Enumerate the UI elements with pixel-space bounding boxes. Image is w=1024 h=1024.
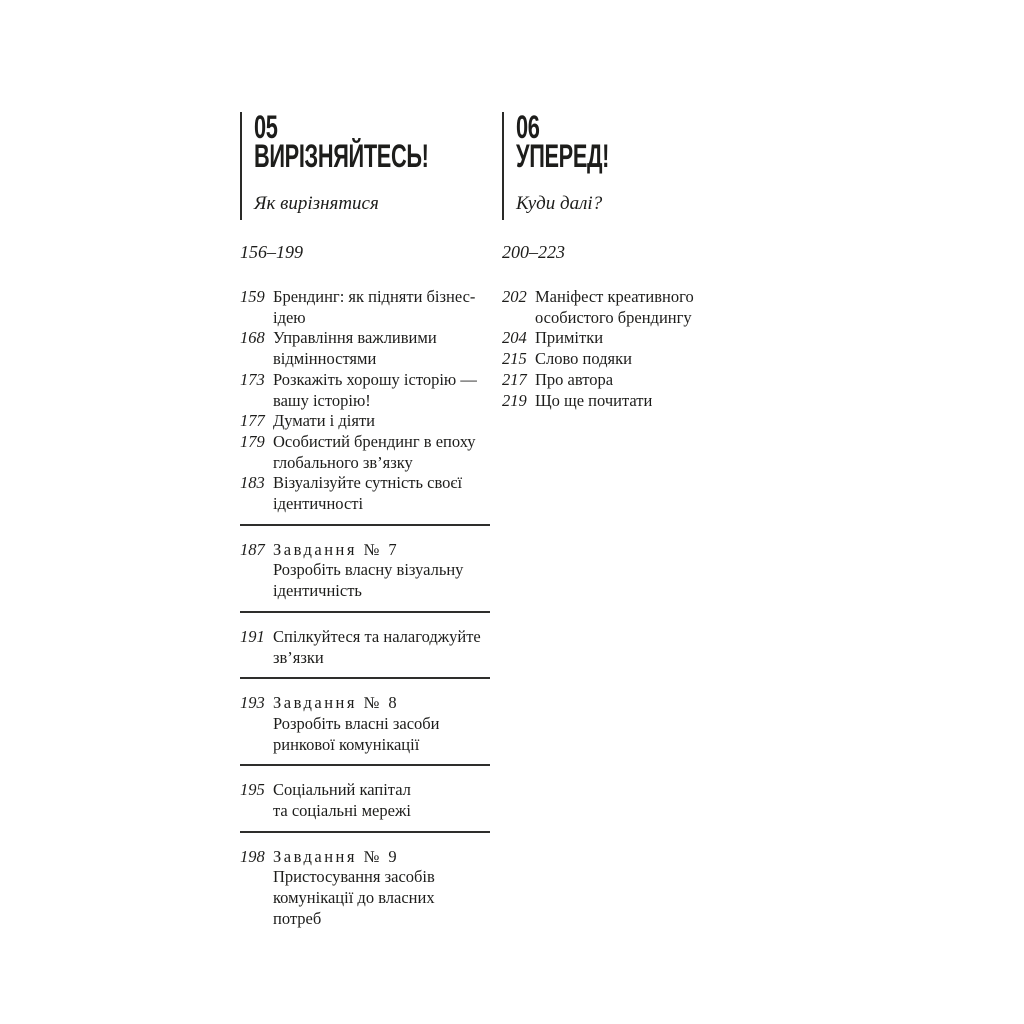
toc-entry <box>502 328 752 349</box>
entry-title-line: Слово подяки <box>535 349 632 369</box>
entry-title-line: ідентичності <box>273 494 364 514</box>
entry-title-line: Примітки <box>535 328 604 348</box>
entry-title <box>535 349 752 370</box>
entry-page-number: 191 <box>240 626 265 646</box>
task-label-line: Завдання № 9 <box>273 846 400 866</box>
entry-title <box>273 287 490 328</box>
entry-title-line: особистого брендингу <box>535 307 692 327</box>
entry-title-line: Візуалізуйте сутність своєї <box>273 473 463 493</box>
chapter-title: УПЕРЕД! <box>516 138 610 174</box>
entry-title <box>273 411 490 432</box>
toc-entry <box>240 847 490 930</box>
chapter-number: 06 <box>516 109 540 145</box>
toc-section-ruled <box>240 677 490 764</box>
entry-page-number: 179 <box>240 431 265 451</box>
entry-title-line: Соціальний капітал <box>273 780 411 800</box>
entry-title-line: ідею <box>273 307 306 327</box>
entry-title-line: ринкової комунікації <box>273 734 420 754</box>
entry-title <box>273 328 490 369</box>
entry-title-line: вашу історію! <box>273 390 371 410</box>
entry-title-line: потреб <box>273 908 322 928</box>
entry-page-number: 195 <box>240 780 265 800</box>
chapter-page-range: 200–223 <box>502 242 565 262</box>
toc-entry <box>240 328 490 369</box>
entry-title <box>273 780 490 821</box>
entry-page-number: 173 <box>240 369 265 389</box>
toc-section-ruled <box>240 524 490 611</box>
entry-title <box>535 287 752 328</box>
entry-title-line: Маніфест креативного <box>535 287 694 306</box>
entry-page-number: 219 <box>502 390 527 410</box>
entry-title-line: Розробіть власні засоби <box>273 713 440 733</box>
chapter-page-range: 156–199 <box>240 242 303 262</box>
entry-title <box>273 432 490 473</box>
toc-entry <box>240 411 490 432</box>
toc-section-ruled <box>240 831 490 939</box>
entry-title-line: та соціальні мережі <box>273 801 411 821</box>
toc-entry-list <box>240 287 490 939</box>
chapter-vertical-rule <box>240 112 242 220</box>
toc-entry <box>502 370 752 391</box>
entry-title <box>535 391 752 412</box>
entry-page-number: 168 <box>240 328 265 348</box>
toc-entry <box>240 432 490 473</box>
entry-title-line: Управління важливими <box>273 328 437 348</box>
toc-entry <box>240 540 490 602</box>
chapter-number: 05 <box>254 109 278 145</box>
task-label-line: Завдання № 8 <box>273 693 400 713</box>
entry-title-line: Пристосування засобів <box>273 867 435 887</box>
toc-entry <box>240 780 490 821</box>
chapter-header <box>502 110 752 220</box>
entry-title-line: Особистий брендинг в епоху <box>273 431 476 451</box>
toc-entry <box>240 473 490 514</box>
entry-page-number: 159 <box>240 287 265 306</box>
toc-section-ruled <box>240 764 490 830</box>
entry-page-number: 217 <box>502 369 527 389</box>
toc-section-ruled <box>240 611 490 677</box>
entry-page-number: 193 <box>240 693 265 713</box>
entry-page-number: 215 <box>502 349 527 369</box>
entry-title <box>273 473 490 514</box>
chapter-subtitle: Як вирізнятися <box>254 193 379 214</box>
toc-section <box>240 287 490 524</box>
entry-page-number: 198 <box>240 846 265 866</box>
entry-title <box>273 627 490 668</box>
entry-page-number: 204 <box>502 328 527 348</box>
task-label-line: Завдання № 7 <box>273 539 400 559</box>
toc-entry <box>502 349 752 370</box>
toc-entry <box>240 627 490 668</box>
entry-page-number: 177 <box>240 411 265 431</box>
entry-title <box>273 370 490 411</box>
entry-title-line: Думати і діяти <box>273 411 375 431</box>
toc-entry <box>502 287 752 328</box>
entry-title-line: відмінностями <box>273 349 377 369</box>
entry-title <box>535 328 752 349</box>
entry-title-line: Спілкуйтеся та налагоджуйте <box>273 626 481 646</box>
toc-entry <box>240 693 490 755</box>
entry-title <box>273 847 490 930</box>
entry-title-line: зв’язки <box>273 647 324 667</box>
toc-entry <box>502 391 752 412</box>
entry-title-line: ідентичність <box>273 581 362 601</box>
toc-column-chapter-05 <box>240 110 490 939</box>
entry-title-line: Про автора <box>535 369 614 389</box>
entry-title-line: комунікації до власних <box>273 888 435 908</box>
chapter-header <box>240 110 490 220</box>
toc-section <box>502 287 752 420</box>
entry-page-number: 183 <box>240 473 265 493</box>
chapter-subtitle: Куди далі? <box>516 193 603 214</box>
entry-title-line: Брендинг: як підняти бізнес- <box>273 287 476 306</box>
chapter-title: ВИРІЗНЯЙТЕСЬ! <box>254 138 429 174</box>
entry-title <box>273 693 490 755</box>
entry-title-line: Розробіть власну візуальну <box>273 560 464 580</box>
entry-title-line: Розкажіть хорошу історію — <box>273 369 477 389</box>
toc-entry <box>240 287 490 328</box>
toc-entry <box>240 370 490 411</box>
chapter-vertical-rule <box>502 112 504 220</box>
entry-page-number: 187 <box>240 539 265 559</box>
entry-title <box>535 370 752 391</box>
toc-column-chapter-06 <box>502 110 752 420</box>
toc-entry-list <box>502 287 752 420</box>
entry-title <box>273 540 490 602</box>
entry-page-number: 202 <box>502 287 527 306</box>
entry-title-line: Що ще почитати <box>535 390 653 410</box>
entry-title-line: глобального зв’язку <box>273 452 413 472</box>
